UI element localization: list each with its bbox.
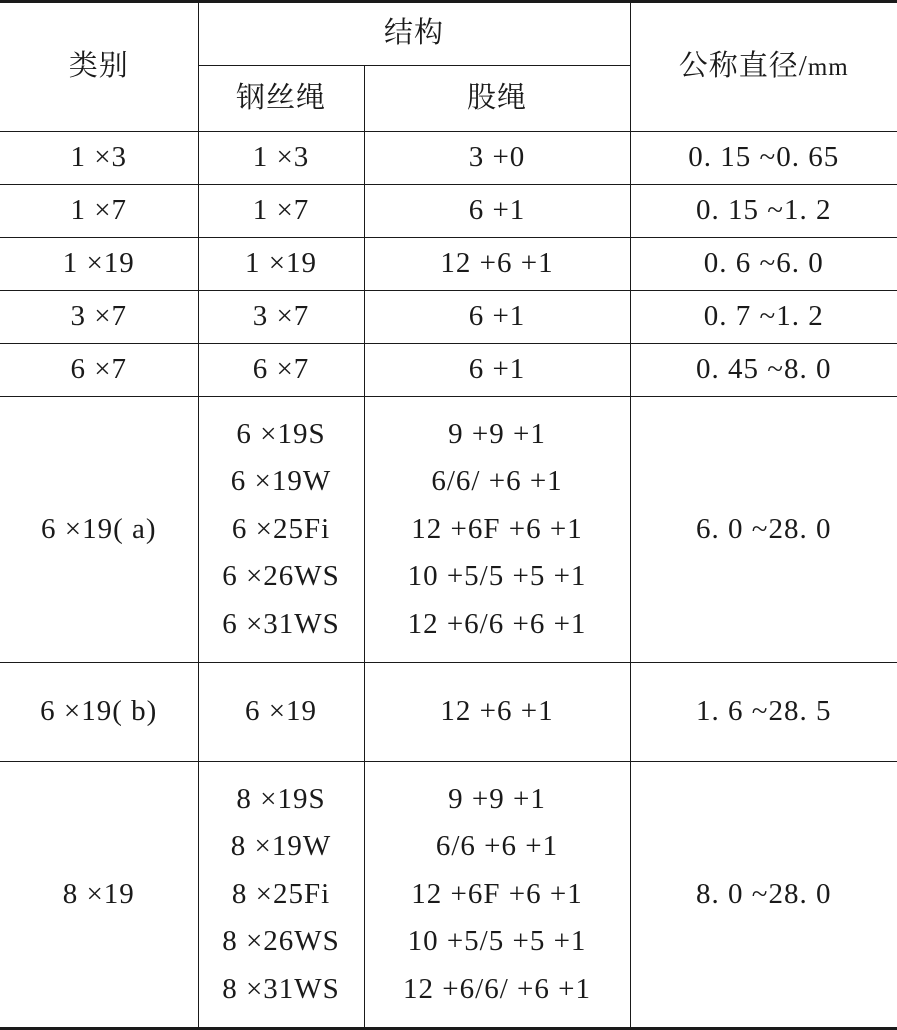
rope-line: 6 ×25Fi	[231, 512, 331, 545]
strand-line: 12 +6F +6 +1	[411, 512, 583, 545]
strand-line: 9 +9 +1	[448, 782, 546, 815]
table-row	[0, 238, 897, 291]
cell-rope: 6 ×7	[198, 344, 364, 397]
cell-category: 8 ×19	[0, 762, 198, 1029]
strand-line: 12 +6/6 +6 +1	[407, 607, 587, 640]
cell-category: 1 ×19	[0, 238, 198, 291]
rope-line: 6 ×19S	[236, 417, 326, 450]
cell-strand	[364, 397, 630, 663]
rope-line: 8 ×19W	[230, 830, 332, 863]
strand-line: 6/6 +6 +1	[435, 830, 559, 863]
header-diameter	[630, 2, 897, 132]
header-diameter-label: 公称直径/	[678, 49, 808, 82]
table-row	[0, 132, 897, 185]
cell-rope: 1 ×7	[198, 185, 364, 238]
strand-line: 12 +6F +6 +1	[411, 877, 583, 910]
rope-line: 6 ×19W	[230, 465, 332, 498]
header-row-1	[0, 2, 897, 66]
table-row	[0, 291, 897, 344]
cell-strand: 6 +1	[364, 344, 630, 397]
cell-category: 1 ×3	[0, 132, 198, 185]
rope-line: 8 ×31WS	[222, 972, 340, 1005]
rope-line: 8 ×25Fi	[231, 877, 331, 910]
table-row	[0, 185, 897, 238]
cell-diameter: 0. 15 ~1. 2	[630, 185, 897, 238]
cell-strand: 6 +1	[364, 291, 630, 344]
cell-category: 6 ×19( a)	[0, 397, 198, 663]
strand-line: 6/6/ +6 +1	[431, 465, 563, 498]
cell-strand: 6 +1	[364, 185, 630, 238]
strand-line: 10 +5/5 +5 +1	[407, 925, 587, 958]
rope-line: 6 ×26WS	[222, 560, 340, 593]
strand-line: 12 +6/6/ +6 +1	[403, 972, 591, 1005]
strand-line: 10 +5/5 +5 +1	[407, 560, 587, 593]
cell-strand: 3 +0	[364, 132, 630, 185]
strand-line: 9 +9 +1	[448, 417, 546, 450]
cell-diameter: 0. 7 ~1. 2	[630, 291, 897, 344]
cell-category: 3 ×7	[0, 291, 198, 344]
header-strand: 股绳	[364, 66, 630, 132]
cell-category: 6 ×19( b)	[0, 663, 198, 762]
table-row	[0, 663, 897, 762]
cell-diameter: 8. 0 ~28. 0	[630, 762, 897, 1029]
header-category: 类别	[0, 2, 198, 132]
cell-diameter: 0. 45 ~8. 0	[630, 344, 897, 397]
cell-strand: 12 +6 +1	[364, 238, 630, 291]
rope-line: 6 ×31WS	[222, 607, 340, 640]
table-row	[0, 397, 897, 663]
cell-diameter: 1. 6 ~28. 5	[630, 663, 897, 762]
rope-line: 8 ×19S	[236, 782, 326, 815]
cell-strand	[364, 762, 630, 1029]
table-row	[0, 344, 897, 397]
cell-rope: 1 ×19	[198, 238, 364, 291]
cell-strand: 12 +6 +1	[364, 663, 630, 762]
cell-diameter: 0. 6 ~6. 0	[630, 238, 897, 291]
cell-rope: 3 ×7	[198, 291, 364, 344]
cell-diameter: 0. 15 ~0. 65	[630, 132, 897, 185]
header-structure: 结构	[198, 2, 630, 66]
cell-category: 6 ×7	[0, 344, 198, 397]
table-row	[0, 762, 897, 1029]
cell-rope: 6 ×19	[198, 663, 364, 762]
rope-line: 8 ×26WS	[222, 925, 340, 958]
cell-diameter: 6. 0 ~28. 0	[630, 397, 897, 663]
cell-rope	[198, 762, 364, 1029]
cell-rope	[198, 397, 364, 663]
cell-category: 1 ×7	[0, 185, 198, 238]
header-wire-rope: 钢丝绳	[198, 66, 364, 132]
cell-rope: 1 ×3	[198, 132, 364, 185]
header-diameter-unit: mm	[807, 53, 849, 81]
